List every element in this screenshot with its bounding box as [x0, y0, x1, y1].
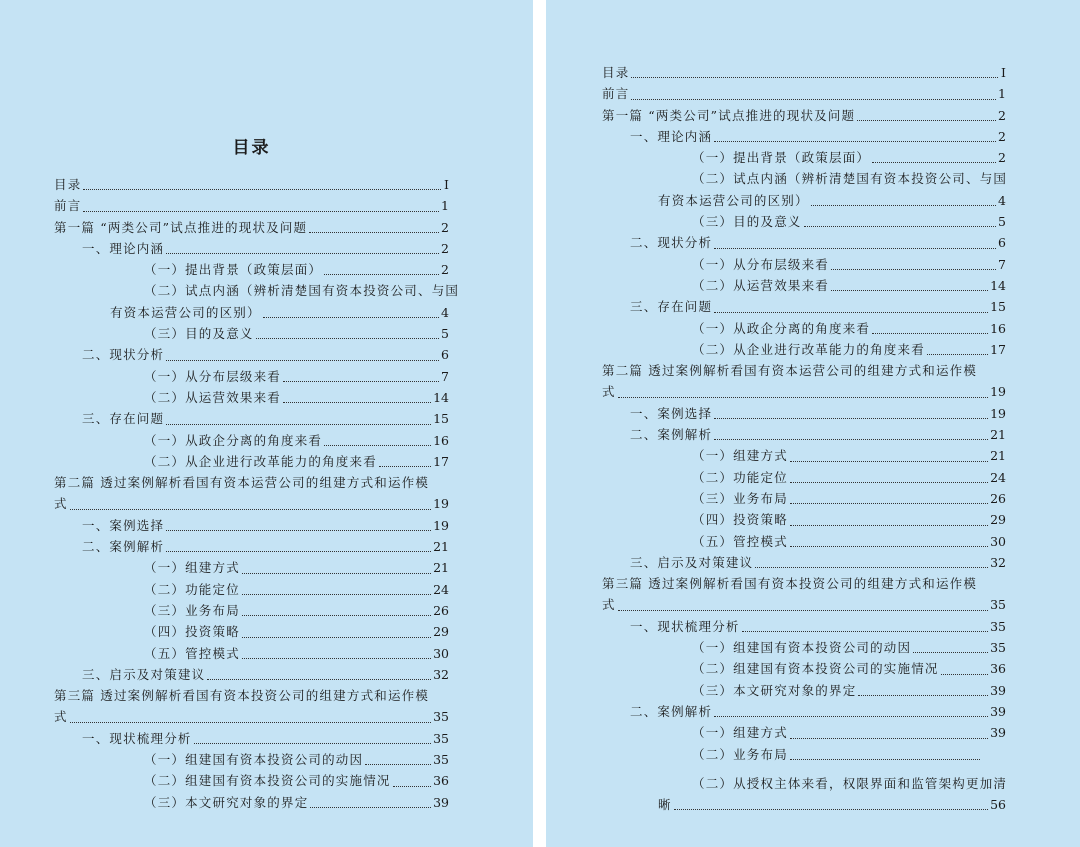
toc-entry[interactable] — [602, 744, 1006, 765]
toc-entry[interactable] — [602, 296, 1006, 317]
toc-page-number: 7 — [441, 368, 449, 384]
toc-page-number: 29 — [433, 624, 449, 640]
toc-entry[interactable] — [54, 174, 449, 195]
toc-entry-label: （二）功能定位 — [692, 469, 788, 485]
toc-entry-label: （二）组建国有资本投资公司的实施情况 — [144, 773, 391, 789]
toc-entry-label: 二、现状分析 — [630, 235, 713, 251]
toc-leader-dots — [283, 381, 439, 382]
toc-entry-label: 一、案例选择 — [82, 517, 165, 533]
toc-entry-label-line1: 第二篇 透过案例解析看国有资本运营公司的组建方式和运作模 — [54, 475, 430, 491]
toc-page-number: 39 — [990, 682, 1006, 698]
toc-page-number: I — [1001, 65, 1006, 80]
toc-leader-dots — [790, 546, 988, 547]
toc-leader-dots — [631, 99, 996, 100]
toc-entry-label-line2: 式 — [602, 384, 616, 400]
toc-entry[interactable] — [602, 275, 1006, 296]
toc-leader-dots — [70, 722, 431, 723]
toc-entry-label: 三、启示及对策建议 — [630, 554, 754, 570]
toc-entry[interactable] — [54, 344, 449, 365]
toc-entry[interactable] — [602, 232, 1006, 253]
toc-entry[interactable] — [54, 472, 449, 515]
toc-page-number: 5 — [441, 326, 449, 342]
toc-leader-dots — [742, 631, 988, 632]
toc-entry-label: （二）从企业进行改革能力的角度来看 — [144, 453, 377, 469]
toc-leader-dots — [913, 652, 988, 653]
toc-leader-dots — [242, 658, 431, 659]
toc-leader-dots — [790, 461, 988, 462]
toc-leader-dots — [790, 503, 988, 504]
toc-page-number: 30 — [433, 645, 449, 661]
toc-entry-label: （三）目的及意义 — [144, 326, 254, 342]
toc-entry[interactable] — [54, 323, 449, 344]
toc-leader-dots — [790, 525, 988, 526]
toc-leader-dots — [83, 189, 441, 190]
toc-entry-label: （一）组建国有资本投资公司的动因 — [692, 640, 912, 656]
toc-entry-label: （二）从运营效果来看 — [692, 277, 830, 293]
toc-page-number: 19 — [433, 517, 449, 533]
toc-entry-label: （二）组建国有资本投资公司的实施情况 — [692, 661, 939, 677]
toc-page-number: 2 — [998, 107, 1006, 123]
toc-entry-label: （一）从政企分离的角度来看 — [144, 432, 323, 448]
toc-entry-label: （一）从分布层级来看 — [144, 368, 282, 384]
toc-entry[interactable] — [602, 254, 1006, 275]
toc-leader-dots — [714, 439, 988, 440]
toc-entry-label: 前言 — [602, 86, 630, 102]
toc-leader-dots — [324, 274, 439, 275]
toc-entry-label-line1: （二）从授权主体来看，权限界面和监管架构更加清 — [692, 775, 1008, 791]
toc-leader-dots — [755, 567, 988, 568]
toc-leader-dots — [714, 418, 988, 419]
toc-leader-dots — [242, 615, 431, 616]
toc-page-number: 15 — [990, 299, 1006, 315]
toc-entry-label: （四）投资策略 — [144, 624, 240, 640]
toc-entry-label-line1: （二）试点内涵（辨析清楚国有资本投资公司、与国 — [144, 283, 460, 299]
toc-leader-dots — [831, 269, 996, 270]
toc-entry[interactable] — [602, 573, 1006, 616]
toc-page-number: 1 — [441, 198, 449, 214]
toc-page-number: 35 — [433, 730, 449, 746]
toc-entry[interactable] — [54, 366, 449, 387]
toc-leader-dots — [618, 397, 988, 398]
toc-entry-label: 前言 — [54, 198, 82, 214]
toc-entry[interactable] — [602, 318, 1006, 339]
toc-leader-dots — [857, 120, 996, 121]
toc-leader-dots — [804, 226, 996, 227]
toc-entry[interactable] — [54, 238, 449, 259]
toc-page-number: 36 — [433, 773, 449, 789]
toc-spacer — [602, 765, 1006, 773]
toc-leader-dots — [811, 205, 996, 206]
toc-entry[interactable] — [54, 536, 449, 557]
toc-leader-dots — [927, 354, 988, 355]
toc-leader-dots — [283, 402, 431, 403]
toc-entry-label: （四）投资策略 — [692, 512, 788, 528]
toc-entry-label: （五）管控模式 — [692, 533, 788, 549]
toc-entry[interactable] — [54, 728, 449, 749]
toc-page-number: 35 — [433, 709, 449, 725]
toc-leader-dots — [207, 679, 431, 680]
toc-leader-dots — [256, 338, 439, 339]
toc-page-number: 35 — [990, 640, 1006, 656]
toc-entry[interactable] — [602, 105, 1006, 126]
toc-page-number: 16 — [990, 320, 1006, 336]
toc-entry-label: （三）本文研究对象的界定 — [144, 794, 309, 810]
toc-page-number: 26 — [990, 490, 1006, 506]
toc-entry-label-line2: 式 — [54, 496, 68, 512]
toc-entry-label: （一）提出背景（政策层面） — [144, 262, 323, 278]
toc-leader-dots — [858, 695, 988, 696]
toc-entry-label-line1: 第二篇 透过案例解析看国有资本运营公司的组建方式和运作模 — [602, 363, 978, 379]
toc-entry[interactable] — [54, 515, 449, 536]
right-toc-list — [602, 62, 1006, 815]
toc-entry-label: （一）组建方式 — [692, 448, 788, 464]
toc-page-number: 39 — [433, 794, 449, 810]
toc-entry-label: 目录 — [54, 177, 82, 192]
toc-entry[interactable] — [602, 424, 1006, 445]
toc-entry-label-line1: 第三篇 透过案例解析看国有资本投资公司的组建方式和运作模 — [54, 688, 430, 704]
toc-entry-label: 一、理论内涵 — [630, 128, 713, 144]
toc-leader-dots — [324, 445, 431, 446]
toc-page-number: 24 — [990, 469, 1006, 485]
toc-leader-dots — [790, 482, 988, 483]
left-page — [0, 0, 533, 847]
toc-page-number: 16 — [433, 432, 449, 448]
toc-entry[interactable] — [602, 211, 1006, 232]
toc-entry[interactable] — [602, 467, 1006, 488]
toc-page-number: 36 — [990, 661, 1006, 677]
toc-page-number: 26 — [433, 602, 449, 618]
toc-entry[interactable] — [602, 552, 1006, 573]
toc-page-number: 32 — [433, 666, 449, 682]
toc-leader-dots — [941, 674, 988, 675]
toc-leader-dots — [166, 360, 439, 361]
toc-leader-dots — [714, 312, 988, 313]
toc-entry-label: （一）从政企分离的角度来看 — [692, 320, 871, 336]
toc-entry-label: （一）从分布层级来看 — [692, 256, 830, 272]
toc-entry-label: 一、理论内涵 — [82, 240, 165, 256]
toc-page-number: 7 — [998, 256, 1006, 272]
toc-entry-label: （一）组建国有资本投资公司的动因 — [144, 752, 364, 768]
toc-leader-dots — [714, 716, 988, 717]
toc-page-number: 56 — [990, 797, 1006, 813]
toc-page-number: 29 — [990, 512, 1006, 528]
toc-page-number: 35 — [433, 752, 449, 768]
toc-page-number: 14 — [433, 389, 449, 405]
toc-leader-dots — [872, 333, 988, 334]
toc-title: 目录 — [232, 138, 271, 158]
toc-page-number: 39 — [990, 725, 1006, 741]
toc-page-number: 39 — [990, 703, 1006, 719]
toc-leader-dots — [194, 743, 431, 744]
toc-entry-label: 三、存在问题 — [630, 299, 713, 315]
toc-entry-label-line1: 第三篇 透过案例解析看国有资本投资公司的组建方式和运作模 — [602, 576, 978, 592]
toc-leader-dots — [166, 551, 431, 552]
toc-entry-label: （二）从运营效果来看 — [144, 389, 282, 405]
toc-entry-label: （一）组建方式 — [144, 560, 240, 576]
toc-entry-label: （二）功能定位 — [144, 581, 240, 597]
toc-entry-label: 第一篇 “两类公司”试点推进的现状及问题 — [602, 107, 856, 123]
toc-page-number: 6 — [998, 235, 1006, 251]
toc-leader-dots — [379, 466, 431, 467]
toc-page-number: 35 — [990, 618, 1006, 634]
toc-page-number: I — [444, 177, 449, 192]
toc-entry[interactable] — [54, 430, 449, 451]
toc-entry[interactable] — [602, 531, 1006, 552]
toc-entry[interactable] — [54, 217, 449, 238]
toc-entry[interactable] — [602, 339, 1006, 360]
toc-entry-label-line2: 晰 — [658, 797, 672, 813]
toc-page-number: 24 — [433, 581, 449, 597]
toc-entry[interactable] — [602, 701, 1006, 722]
toc-entry[interactable] — [602, 403, 1006, 424]
toc-entry[interactable] — [54, 195, 449, 216]
toc-entry[interactable] — [54, 280, 460, 323]
toc-page-number: 21 — [433, 560, 449, 576]
toc-entry[interactable] — [602, 680, 1006, 701]
toc-leader-dots — [242, 573, 431, 574]
toc-page-number: 21 — [433, 539, 449, 555]
toc-entry-label: 三、启示及对策建议 — [82, 666, 206, 682]
toc-leader-dots — [365, 764, 431, 765]
toc-entry-label: （一）组建方式 — [692, 725, 788, 741]
toc-page-number: 6 — [441, 347, 449, 363]
toc-leader-dots — [790, 759, 980, 760]
toc-page-number: 1 — [998, 86, 1006, 102]
toc-page-number: 15 — [433, 411, 449, 427]
toc-entry-label: 第一篇 “两类公司”试点推进的现状及问题 — [54, 219, 308, 235]
toc-page-number: 30 — [990, 533, 1006, 549]
toc-leader-dots — [263, 317, 439, 318]
toc-entry-label: （二）从企业进行改革能力的角度来看 — [692, 341, 925, 357]
toc-entry[interactable] — [602, 62, 1006, 83]
toc-entry[interactable] — [54, 387, 449, 408]
toc-page-number: 21 — [990, 427, 1006, 443]
toc-page-number: 19 — [433, 496, 449, 512]
toc-entry[interactable] — [602, 83, 1006, 104]
toc-page-number: 17 — [433, 453, 449, 469]
toc-entry[interactable] — [54, 600, 449, 621]
toc-entry[interactable] — [602, 658, 1006, 679]
toc-page-number: 14 — [990, 277, 1006, 293]
toc-page-number: 32 — [990, 554, 1006, 570]
toc-entry[interactable] — [54, 579, 449, 600]
toc-entry-label: 二、案例解析 — [82, 539, 165, 555]
toc-entry[interactable] — [54, 259, 449, 280]
toc-entry-label: （一）提出背景（政策层面） — [692, 150, 871, 166]
toc-page-number: 2 — [998, 150, 1006, 166]
toc-page-number: 19 — [990, 405, 1006, 421]
toc-entry-label: 二、现状分析 — [82, 347, 165, 363]
right-page — [546, 0, 1080, 847]
toc-leader-dots — [714, 248, 996, 249]
toc-entry-label: （五）管控模式 — [144, 645, 240, 661]
toc-entry[interactable] — [602, 637, 1006, 658]
toc-leader-dots — [309, 232, 439, 233]
toc-entry-label-line2: 有资本运营公司的区别） — [110, 304, 261, 320]
toc-page-number: 4 — [998, 192, 1006, 208]
toc-entry-label: 目录 — [602, 65, 630, 80]
toc-leader-dots — [166, 530, 431, 531]
toc-leader-dots — [242, 637, 431, 638]
toc-entry[interactable] — [602, 722, 1006, 743]
toc-entry[interactable] — [602, 773, 1006, 816]
toc-entry[interactable] — [602, 360, 1006, 403]
toc-page-number: 2 — [998, 128, 1006, 144]
toc-entry-label-line2: 有资本运营公司的区别） — [658, 192, 809, 208]
toc-entry[interactable] — [602, 126, 1006, 147]
toc-entry-label: （三）业务布局 — [692, 490, 788, 506]
toc-page-number: 2 — [441, 219, 449, 235]
toc-page-number: 21 — [990, 448, 1006, 464]
toc-entry-label: （三）目的及意义 — [692, 214, 802, 230]
toc-leader-dots — [872, 162, 996, 163]
toc-page-number: 2 — [441, 240, 449, 256]
toc-entry[interactable] — [54, 643, 449, 664]
toc-leader-dots — [618, 610, 988, 611]
toc-leader-dots — [310, 807, 431, 808]
toc-entry[interactable] — [54, 408, 449, 429]
toc-entry[interactable] — [54, 792, 449, 813]
toc-page-number: 5 — [998, 214, 1006, 230]
toc-leader-dots — [166, 424, 431, 425]
toc-page-number: 17 — [990, 341, 1006, 357]
toc-entry-label-line2: 式 — [602, 597, 616, 613]
toc-entry[interactable] — [54, 557, 449, 578]
toc-entry[interactable] — [602, 147, 1006, 168]
toc-leader-dots — [70, 509, 431, 510]
toc-entry-label-line1: （二）试点内涵（辨析清楚国有资本投资公司、与国 — [692, 171, 1008, 187]
toc-entry-label: 二、案例解析 — [630, 427, 713, 443]
toc-entry[interactable] — [54, 664, 449, 685]
toc-leader-dots — [831, 290, 988, 291]
toc-entry[interactable] — [602, 488, 1006, 509]
toc-entry-label-line2: 式 — [54, 709, 68, 725]
toc-leader-dots — [674, 809, 988, 810]
toc-entry-label: 一、案例选择 — [630, 405, 713, 421]
toc-leader-dots — [790, 738, 988, 739]
toc-leader-dots — [393, 786, 431, 787]
toc-entry[interactable] — [602, 445, 1006, 466]
toc-entry-label: 三、存在问题 — [82, 411, 165, 427]
toc-leader-dots — [83, 211, 439, 212]
toc-entry[interactable] — [54, 621, 449, 642]
toc-entry[interactable] — [54, 749, 449, 770]
toc-entry-label: 一、现状梳理分析 — [82, 730, 192, 746]
toc-entry-label: （三）本文研究对象的界定 — [692, 682, 857, 698]
toc-entry[interactable] — [54, 685, 449, 728]
toc-entry[interactable] — [602, 168, 1006, 211]
toc-entry[interactable] — [54, 451, 449, 472]
toc-page-number: 19 — [990, 384, 1006, 400]
toc-leader-dots — [242, 594, 431, 595]
toc-leader-dots — [714, 141, 996, 142]
toc-page-number: 4 — [441, 304, 449, 320]
toc-entry-label: （二）业务布局 — [692, 746, 788, 762]
toc-entry[interactable] — [54, 770, 449, 791]
toc-leader-dots — [166, 253, 439, 254]
toc-page-number: 2 — [441, 262, 449, 278]
left-toc-list — [54, 174, 460, 813]
toc-entry-label: 一、现状梳理分析 — [630, 618, 740, 634]
toc-leader-dots — [631, 77, 998, 78]
toc-entry[interactable] — [602, 509, 1006, 530]
toc-page-number: 35 — [990, 597, 1006, 613]
toc-entry-label: （三）业务布局 — [144, 602, 240, 618]
toc-entry-label: 二、案例解析 — [630, 703, 713, 719]
toc-entry[interactable] — [602, 616, 1006, 637]
